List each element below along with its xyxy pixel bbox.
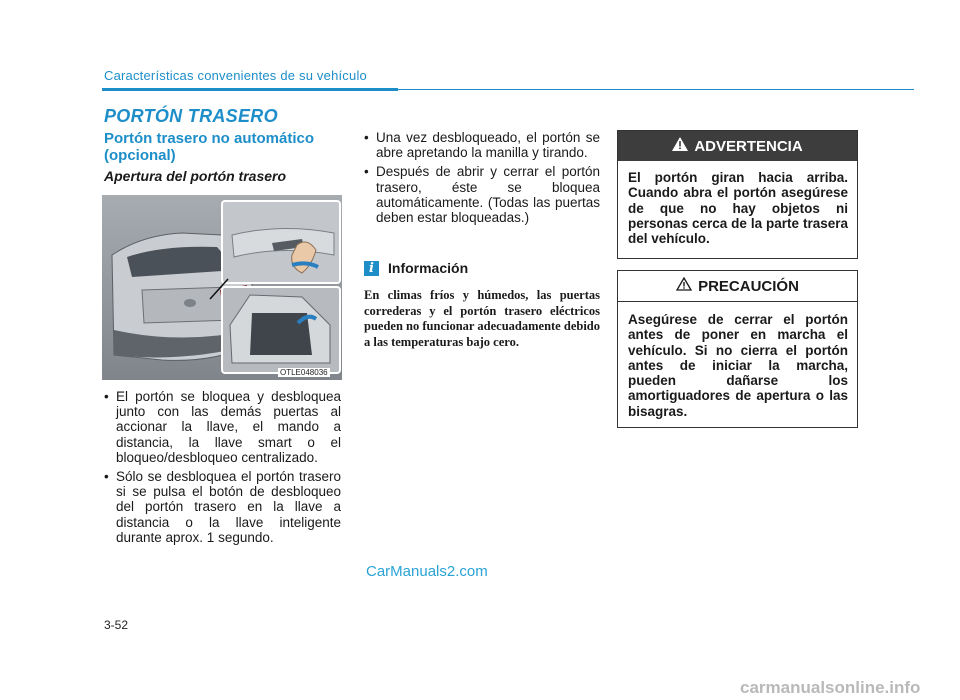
header-rule-thin	[398, 89, 914, 90]
caution-text: Asegúrese de cerrar el portón antes de poner en marcha el vehículo. Si no cierra el portón antes de iniciar la marcha, pueden dañarse los amortiguadores de apertura o las bisagras.	[628, 312, 848, 419]
page-number: 3-52	[104, 618, 129, 632]
section-title: PORTÓN TRASERO	[104, 106, 278, 126]
warning-text: El portón giran hacia arriba. Cuando abra el portón asegúrese de que no hay objetos ni personas cerca de la parte trasera del vehículo.	[628, 170, 848, 247]
warning-box	[617, 130, 858, 259]
column2-bullet-list	[364, 130, 600, 229]
header-rule-thick	[102, 88, 398, 91]
chapter-title: Características convenientes de su vehículo	[104, 68, 367, 83]
tailgate-illustration	[102, 195, 342, 380]
warning-triangle-icon	[672, 137, 688, 155]
subsubsection-title: Apertura del portón trasero	[104, 168, 287, 184]
footer-watermark: carmanualsonline.info	[740, 678, 921, 697]
information-text: En climas fríos y húmedos, las puertas correderas y el portón trasero eléctricos pueden no funcionar adecuadamente debido a las temperaturas bajo cero.	[364, 288, 600, 349]
bullet-item: • Sólo se desbloquea el portón trasero si se pulsa el botón de desbloqueo del portón trasero en la llave a distancia o la llave inteligente durante aprox. 1 segundo.	[104, 469, 341, 545]
information-heading	[364, 260, 468, 276]
info-icon: i	[364, 261, 379, 276]
watermark-link[interactable]: CarManuals2.com	[366, 563, 488, 580]
figure-caption: OTLE048036	[280, 368, 328, 377]
caution-triangle-icon	[676, 277, 692, 295]
bullet-item: • Después de abrir y cerrar el portón trasero, éste se bloquea automáticamente. (Todas las puertas deben estar bloqueadas.)	[364, 164, 600, 225]
warning-title: ADVERTENCIA	[694, 137, 803, 155]
caution-header	[618, 271, 857, 302]
bullet-item: • El portón se bloquea y desbloquea junto con las demás puertas al accionar la llave, el mando a distancia, la llave smart o el bloqueo/desbloqueo centralizado.	[104, 389, 341, 465]
caution-box	[617, 270, 858, 428]
tailgate-drawing	[102, 195, 342, 380]
subsection-title: Portón trasero no automático (opcional)	[104, 130, 315, 164]
column1-bullet-list	[104, 389, 341, 549]
caution-title: PRECAUCIÓN	[698, 277, 799, 295]
information-label: Información	[388, 260, 469, 276]
warning-header	[618, 131, 857, 161]
bullet-item: • Una vez desbloqueado, el portón se abre apretando la manilla y tirando.	[364, 130, 600, 160]
